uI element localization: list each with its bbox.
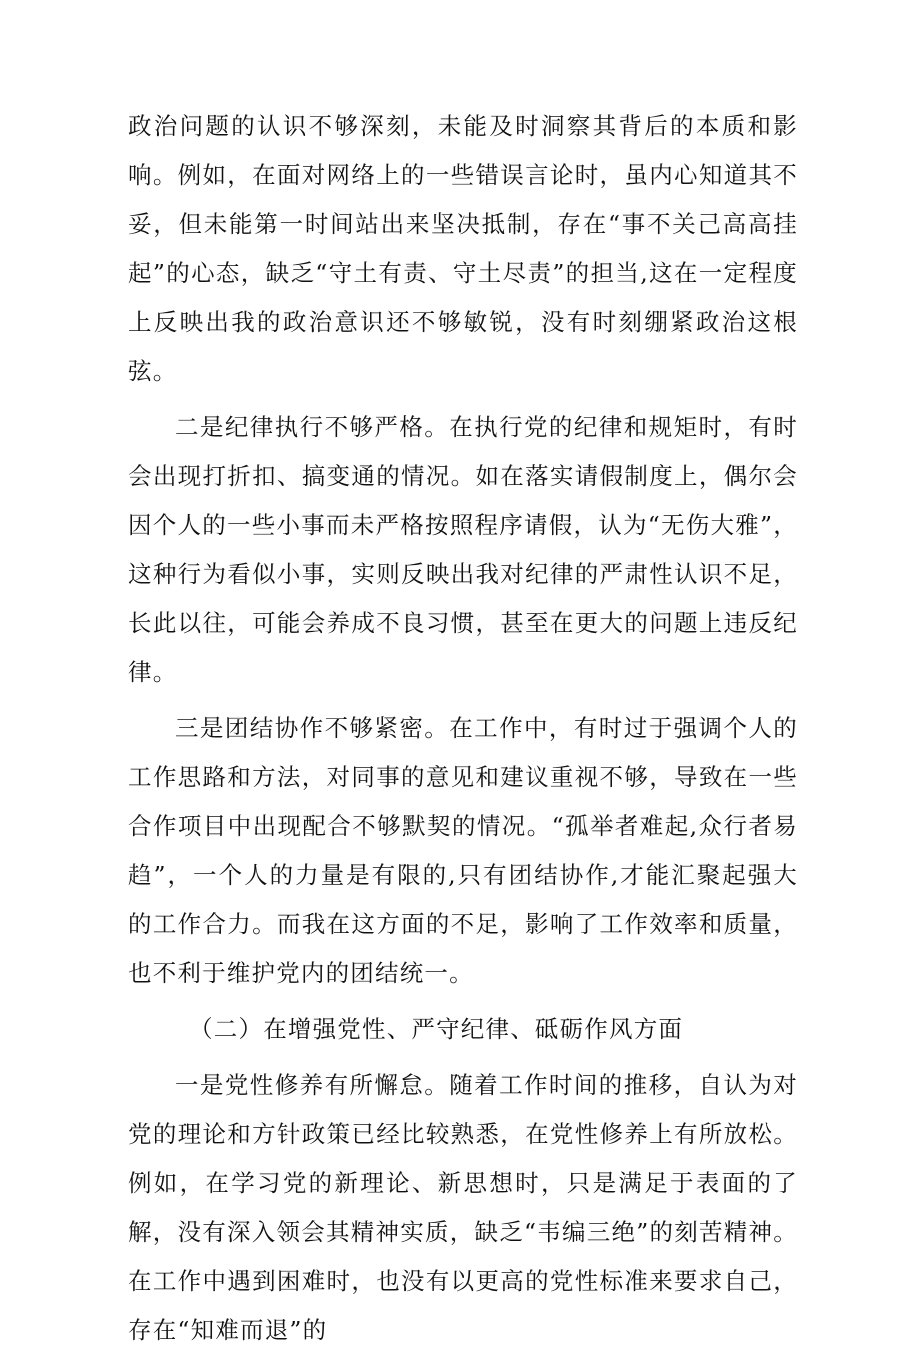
section-heading: （二）在增强党性、严守纪律、砥砺作风方面 xyxy=(189,1015,684,1043)
paragraph-discipline: 二是纪律执行不够严格。在执行党的纪律和规矩时，有时会出现打折扣、搞变通的情况。如在落实请假制度上，偶尔会因个人的一些小事而未严格按照程序请假，认为“无伤大雅”，这种行为看似小事，实则反映出我对纪律的严肃性认识不足，长此以往，可能会养成不良习惯，甚至在更大的问题上违反纪律。 xyxy=(128,413,798,686)
paragraph-continuation: 政治问题的认识不够深刻，未能及时洞察其背后的本质和影响。例如，在面对网络上的一些错误言论时，虽内心知道其不妥，但未能第一时间站出来坚决抵制，存在“事不关己高高挂起”的心态，缺乏“守土有责、守土尽责”的担当,这在一定程度上反映出我的政治意识还不够敏锐，没有时刻绷紧政治这根弦。 xyxy=(128,112,798,385)
paragraph-party-spirit: 一是党性修养有所懈怠。随着工作时间的推移，自认为对党的理论和方针政策已经比较熟悉，在党性修养上有所放松。例如，在学习党的新理论、新思想时，只是满足于表面的了解，没有深入领会其精神实质，缺乏“韦编三绝”的刻苦精神。在工作中遇到困难时，也没有以更高的党性标准来要求自己，存在“知难而退”的 xyxy=(128,1071,798,1344)
paragraph-teamwork: 三是团结协作不够紧密。在工作中，有时过于强调个人的工作思路和方法，对同事的意见和建议重视不够，导致在一些合作项目中出现配合不够默契的情况。“孤举者难起,众行者易趋”，一个人的力量是有限的,只有团结协作,才能汇聚起强大的工作合力。而我在这方面的不足，影响了工作效率和质量，也不利于维护党内的团结统一。 xyxy=(128,714,798,987)
document-body xyxy=(128,102,798,1362)
